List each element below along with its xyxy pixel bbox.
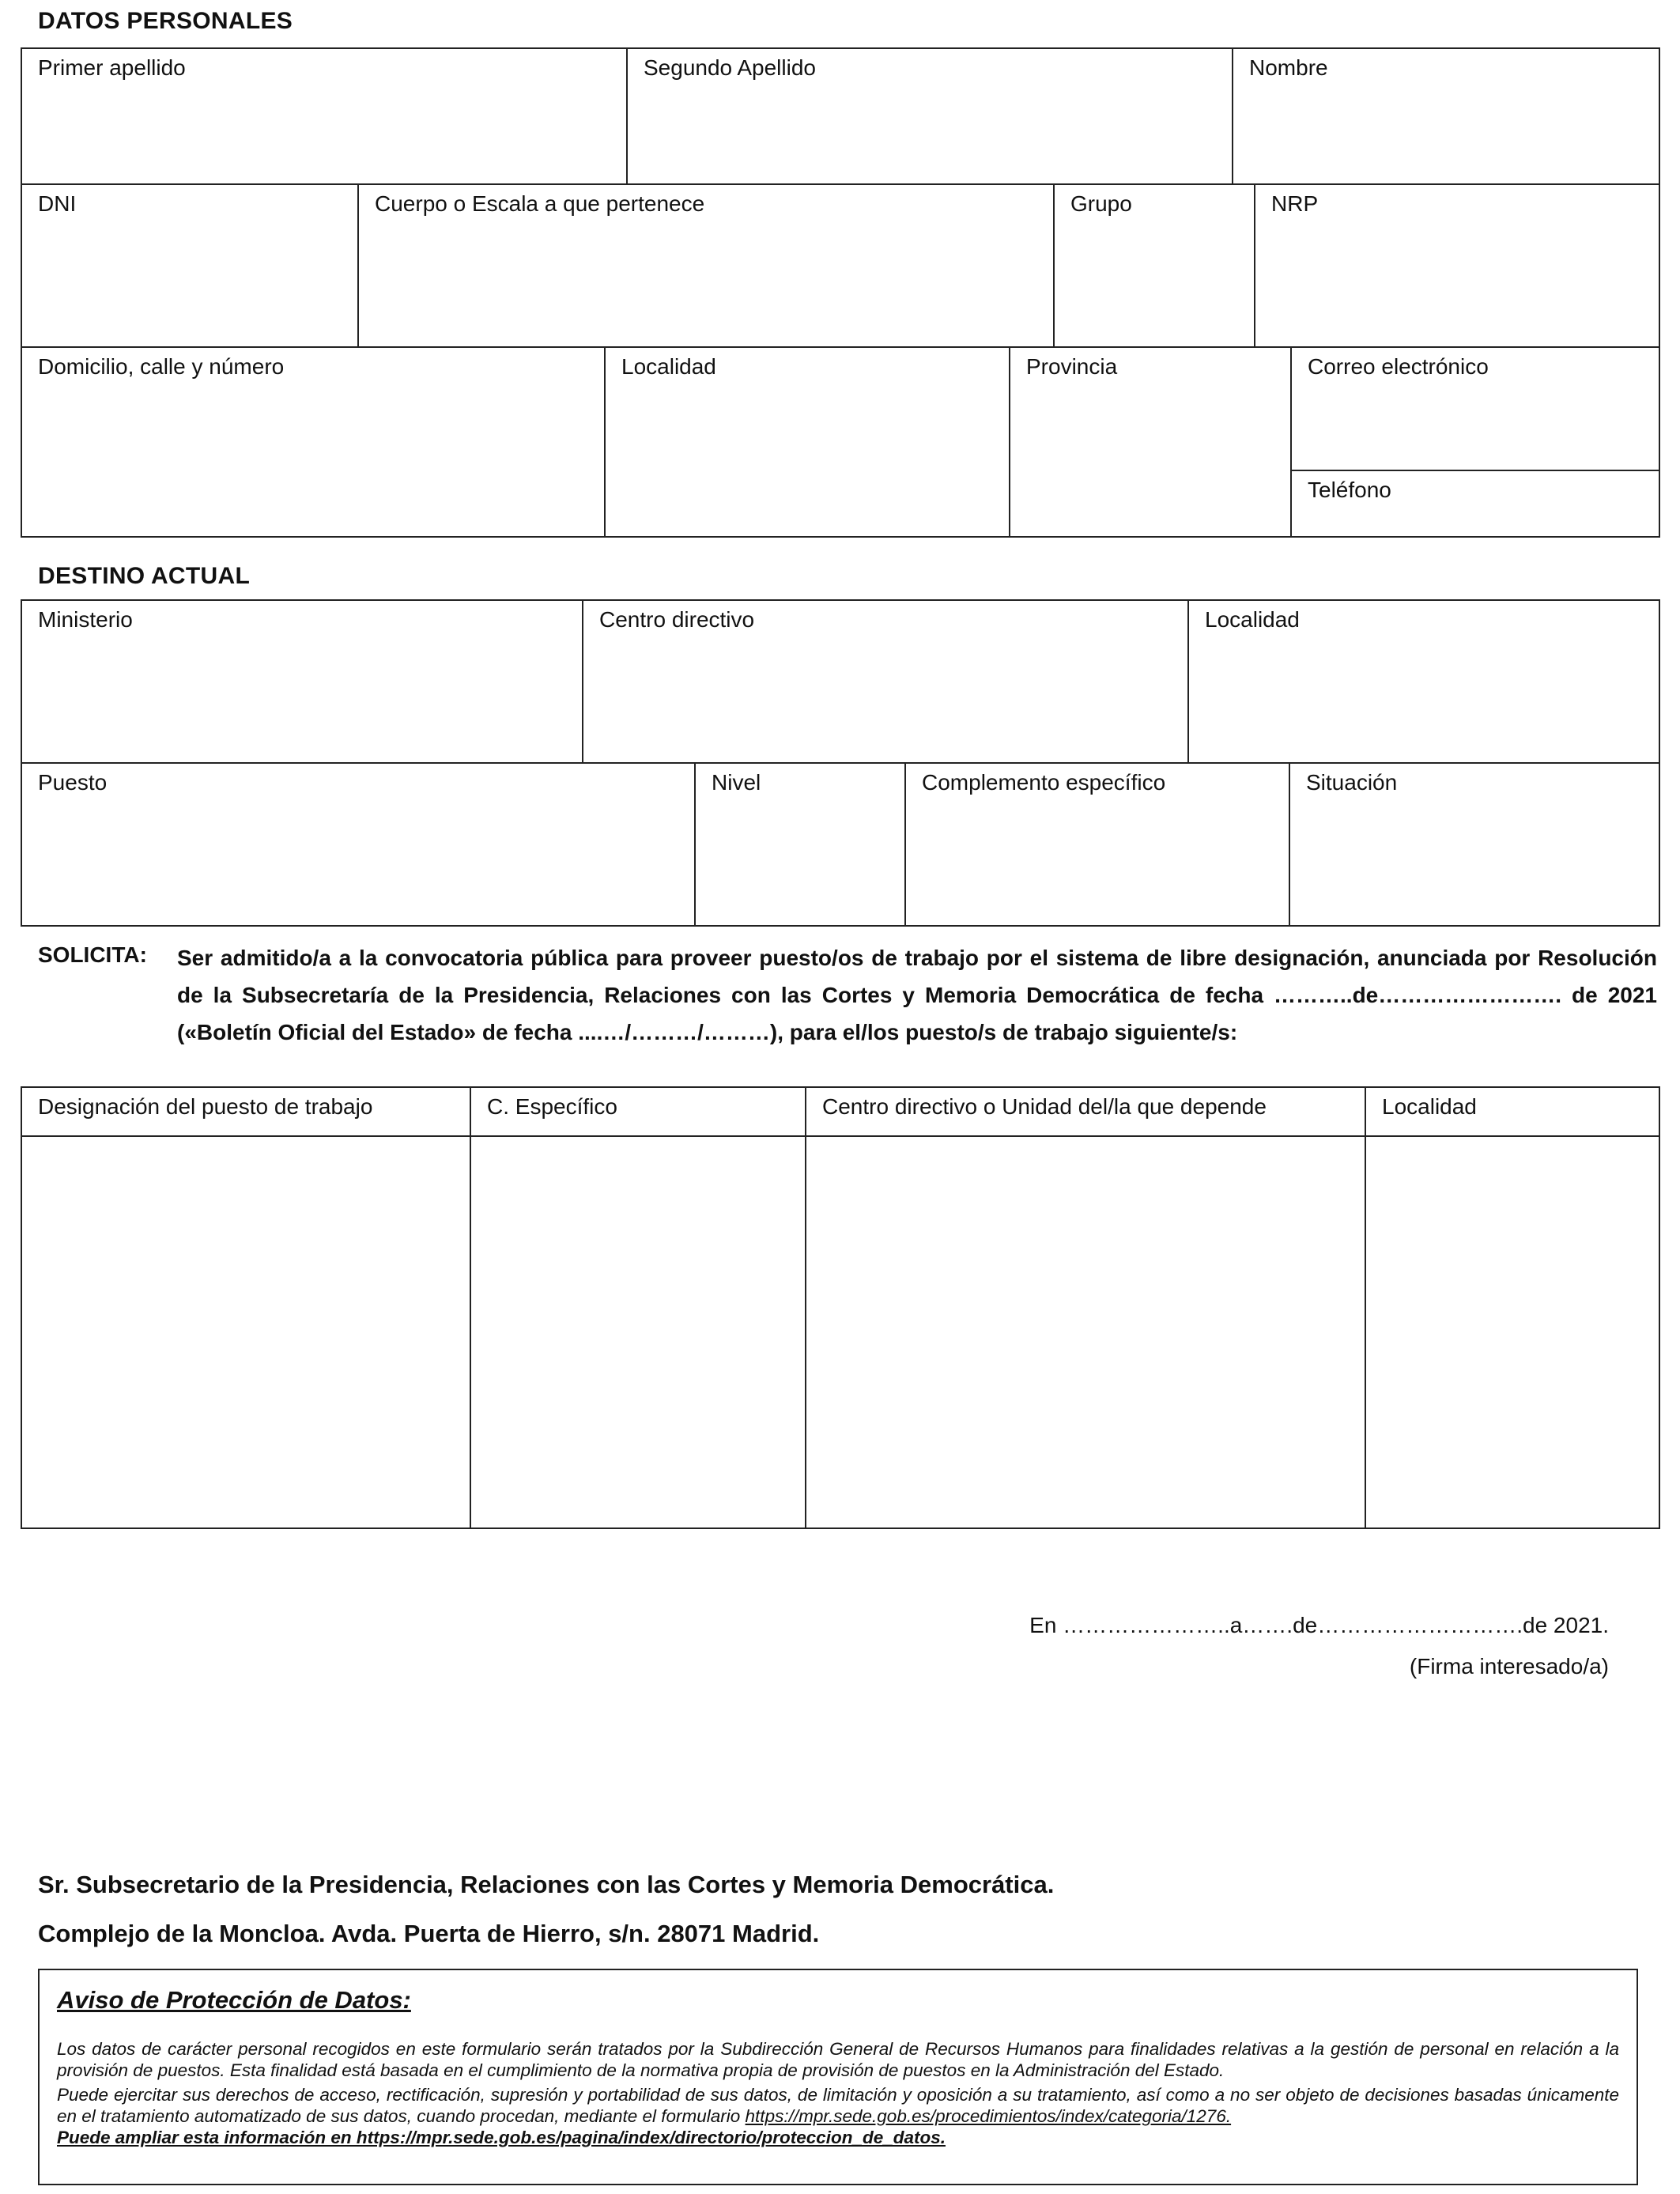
datos-personales-table: [21, 47, 1660, 538]
firma-line: En …………………..a…….de……………………….de 2021.: [1029, 1613, 1609, 1637]
destino-actual-table: [21, 599, 1660, 927]
puestos-table: [21, 1086, 1660, 1529]
cell-localidad-input[interactable]: [1366, 1137, 1659, 1527]
cell-c-especifico-input[interactable]: [471, 1137, 805, 1527]
aviso-paragraph-3[interactable]: Puede ampliar esta información en https://mpr.sede.gob.es/pagina/index/directorio/proteccion_de_datos.: [57, 2128, 946, 2147]
label-segundo-apellido: Segundo Apellido: [644, 55, 816, 80]
label-primer-apellido: Primer apellido: [38, 55, 186, 80]
label-localidad-personal: Localidad: [621, 354, 716, 379]
label-situacion: Situación: [1306, 770, 1398, 795]
label-nombre: Nombre: [1249, 55, 1328, 80]
datos-personales-title: DATOS PERSONALES: [38, 8, 293, 34]
label-localidad-destino: Localidad: [1205, 607, 1300, 632]
aviso-paragraph-2-text: Puede ejercitar sus derechos de acceso, rectificación, supresión y portabilidad de sus datos, de limitación y oposición a su tratamiento, así como a no ser objeto de decisiones basadas únicamente en el tratamiento automatizado de sus datos, cuando procedan, mediante el formulario: [57, 2085, 1619, 2126]
label-domicilio: Domicilio, calle y número: [38, 354, 285, 379]
cell-designacion-input[interactable]: [22, 1137, 470, 1527]
label-grupo: Grupo: [1070, 191, 1132, 216]
aviso-paragraph-2: [57, 2084, 1619, 2127]
aviso-paragraph-1: Los datos de carácter personal recogidos en este formulario serán tratados por la Subdirección General de Recursos Humanos para finalidades relativas a la gestión de personal en relación a la provisión de puestos. Esta finalidad está basada en el cumplimiento de la normativa propia de provisión de puestos en la Administración del Estado.: [57, 2039, 1619, 2080]
label-complemento: Complemento específico: [922, 770, 1166, 795]
label-centro-directivo: Centro directivo: [599, 607, 755, 632]
solicita-label: SOLICITA:: [38, 942, 147, 967]
solicita-text: Ser admitido/a a la convocatoria pública para proveer puesto/os de trabajo por el sistema de libre designación, anunciada por Resolución de la Subsecretaría de la Presidencia, Relaciones con las Cortes y Memoria Democrática de fecha ………..de……………………. de 2021 («Boletín Oficial del Estado» de fecha ....…/………/………), para el/los puesto/s de trabajo siguiente/s:: [177, 946, 1657, 1044]
label-provincia: Provincia: [1026, 354, 1118, 379]
label-c-especifico: C. Específico: [487, 1094, 617, 1119]
destinatario-line2: Complejo de la Moncloa. Avda. Puerta de Hierro, s/n. 28071 Madrid.: [38, 1920, 820, 1947]
cell-centro-unidad-input[interactable]: [806, 1137, 1365, 1527]
firma-sub: (Firma interesado/a): [1409, 1654, 1609, 1679]
label-ministerio: Ministerio: [38, 607, 133, 632]
label-nivel: Nivel: [712, 770, 761, 795]
destinatario-line1: Sr. Subsecretario de la Presidencia, Relaciones con las Cortes y Memoria Democrática.: [38, 1871, 1055, 1898]
label-cuerpo-escala: Cuerpo o Escala a que pertenece: [375, 191, 705, 216]
aviso-box: [38, 1969, 1638, 2185]
label-telefono: Teléfono: [1308, 478, 1391, 502]
label-dni: DNI: [38, 191, 77, 216]
aviso-title: Aviso de Protección de Datos:: [57, 1986, 411, 2014]
aviso-form-link[interactable]: https://mpr.sede.gob.es/procedimientos/index/categoria/1276.: [745, 2106, 1232, 2126]
label-designacion: Designación del puesto de trabajo: [38, 1094, 373, 1119]
label-puesto: Puesto: [38, 770, 108, 795]
label-correo: Correo electrónico: [1308, 354, 1489, 379]
label-centro-unidad: Centro directivo o Unidad del/la que depende: [822, 1094, 1267, 1119]
destino-actual-title: DESTINO ACTUAL: [38, 563, 251, 589]
label-nrp: NRP: [1271, 191, 1319, 216]
label-localidad-puesto: Localidad: [1382, 1094, 1477, 1119]
